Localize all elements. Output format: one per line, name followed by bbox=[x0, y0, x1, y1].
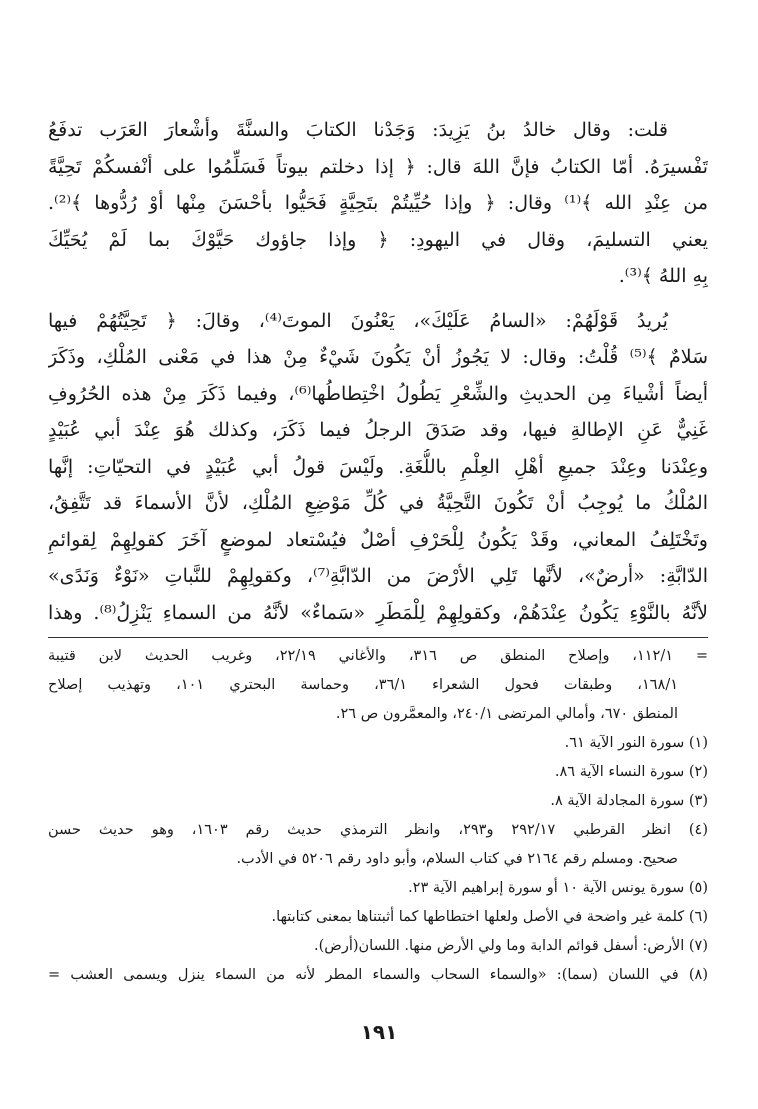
text-line: من عِنْدِ الله ﴾⁽¹⁾ وقال: ﴿ وإذا حُيِّيتُمْ بتَحِيَّةٍ فَحَيُّوا بأحْسَنَ مِنْها أوْ رُدُّوها ﴾⁽²⁾. bbox=[48, 192, 708, 214]
main-text bbox=[48, 112, 708, 631]
text-line: يعني التسليمَ، وقال في اليهودِ: ﴿ وإذا جاؤوك حَيَّوْكَ بما لَمْ يُحَيِّكَ bbox=[48, 228, 708, 251]
text-line: أيضاً أشْياءَ مِن الحديثِ والشِّعْرِ يَطُولُ اخْتِطاطُها⁽⁶⁾، وفيما ذَكَرَ مِنْ هذه الحُرُوفِ bbox=[48, 382, 708, 405]
text-line: بِهِ اللهُ ﴾⁽³⁾. bbox=[618, 265, 708, 287]
footnote-line: ١٦٨/١، وطبقات فحول الشعراء ٣٦/١، وحماسة البحتري ١٠١، وتهذيب إصلاح bbox=[48, 677, 679, 693]
footnote-7: (٧) الأرض: أسفل قوائم الدابة وما ولي الأرض منها. اللسان(أرض). bbox=[314, 938, 708, 954]
footnote-8: (٨) في اللسان (سما): «والسماء السحاب والسماء المطر لأنه من السماء ينزل ويسمى العشب = bbox=[48, 967, 708, 983]
text-line: غَنِيٌّ عَنِ الإطالةِ فيها، وقد صَدَقَ الرجلُ فيما ذَكَرَ، وكذلك هُوَ عِنْدَ أبي عُبَيْدٍ bbox=[48, 419, 708, 441]
footnote-4-cont: صحيح. ومسلم رقم ٢١٦٤ في كتاب السلام، وأبو داود رقم ٥٢٠٦ في الأدب. bbox=[236, 851, 678, 867]
footnote-5: (٥) سورة يونس الآية ١٠ أو سورة إبراهيم الآية ٢٣. bbox=[408, 880, 708, 896]
footnote-6: (٦) كلمة غير واضحة في الأصل ولعلها اختطاطها كما أثبتناها بمعنى كتابتها. bbox=[271, 909, 708, 925]
text-line: الدّابَّةِ: «أرضٌ»، لأنَّها تَلِي الأرْضَ من الدّابَّةِ⁽⁷⁾، وكقولِهِمْ للنَّباتِ «نَوْءٌ وَنَدًى» bbox=[48, 565, 708, 587]
footnote-2: (٢) سورة النساء الآية ٨٦. bbox=[554, 764, 708, 780]
footnote-line: = ١١٢/١، وإصلاح المنطق ص ٣١٦، والأغاني ٢٢/١٩، وغريب الحديث لابن قتيبة bbox=[48, 648, 708, 664]
footnote-1: (١) سورة النور الآية ٦١. bbox=[564, 735, 708, 751]
text-line: لأنَّهُ بالنَّوْءِ يَكُونُ عِنْدَهُمْ، وكقولِهِمْ لِلْمَطَرِ «سَماءٌ» لأنَّهُ من السماءِ يَنْزِلُ⁽⁸⁾. وهذا bbox=[48, 601, 708, 624]
text-line: تَفْسيرَهُ. أمّا الكتابُ فإنَّ اللهَ قال: ﴿ إذا دخلتم بيوتاً فَسَلِّمُوا على أنْفسكُمْ تَحِيَّةً bbox=[48, 155, 708, 178]
footnote-separator bbox=[48, 637, 708, 638]
footnote-line: المنطق ٦٧٠، وأمالي المرتضى ٢٤٠/١، والمعمَّرون ص ٢٦. bbox=[335, 706, 678, 722]
text-line: وتَخْتَلِفُ المعاني، وقَدْ يَكُونُ لِلْحَرْفِ أصْلٌ فيُسْتعاد لموضعٍ آخَرَ كقولِهِمْ لِقوائمِ bbox=[48, 528, 708, 551]
text-line: قلت: وقال خالدُ بنُ يَزِيدَ: وَجَدْنا الكتابَ والسنَّةَ وأشْعارَ العَرَب تدفَعُ bbox=[48, 119, 668, 141]
text-line: المُلْكُ ما يُوجِبُ أنْ تَكُونَ التَّحِيَّةُ في كُلِّ مَوْضِعِ المُلْكِ، لأنَّ الأسماءَ قد تَتَّفِقُ، bbox=[48, 492, 708, 514]
text-line: يُريدُ قَوْلَهُمْ: «السامُ عَلَيْكَ»، يَعْنُونَ الموتَ⁽⁴⁾، وقالَ: ﴿ تَحِيَّتُهُمْ فيها bbox=[48, 309, 668, 332]
page-number: ١٩١ bbox=[360, 1020, 398, 1044]
footnote-4: (٤) انظر القرطبي ٢٩٢/١٧ و٢٩٣، وانظر الترمذي حديث رقم ١٦٠٣، وهو حديث حسن bbox=[48, 822, 708, 838]
text-line: وعِنْدَنا وعِنْدَ جميعِ أهْلِ العِلْمِ باللُّغَةِ. ولَيْسَ قولُ أبي عُبَيْدٍ في التحيّاتِ: إنَّها bbox=[48, 455, 708, 478]
text-line: سَلامٌ ﴾⁽⁵⁾ قُلْتُ: وقال: لا يَجُوزُ أنْ يَكُونَ شَيْءٌ مِنْ هذا في مَعْنى المُلْكِ، وذَكَرَ bbox=[48, 346, 708, 368]
footnotes bbox=[48, 642, 708, 990]
footnote-3: (٣) سورة المجادلة الآية ٨. bbox=[550, 793, 708, 809]
